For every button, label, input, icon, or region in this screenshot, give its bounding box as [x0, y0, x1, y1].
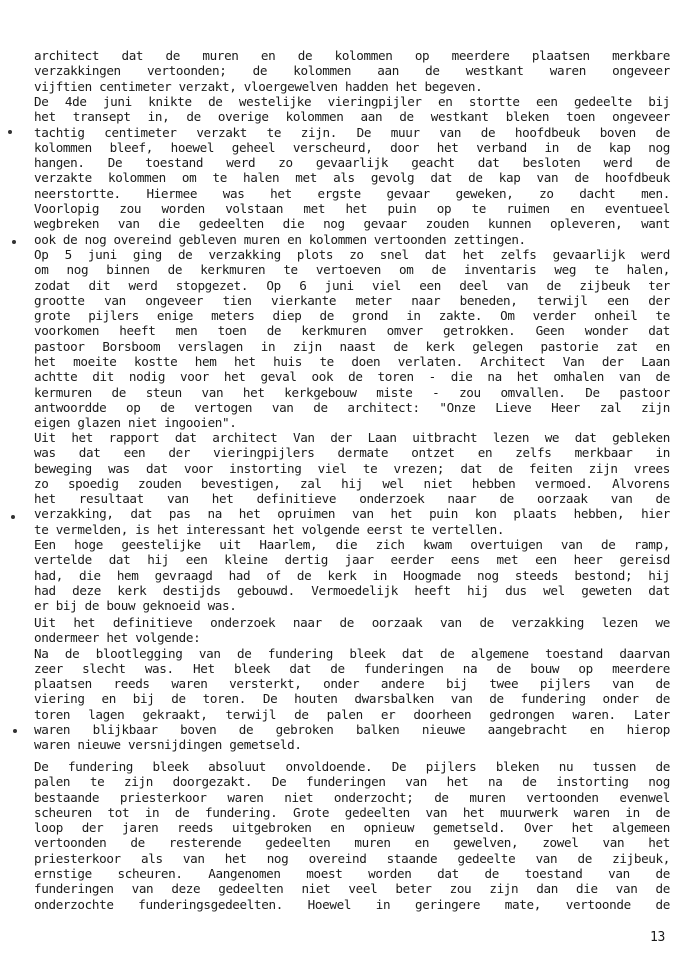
text-line: zeer slecht was. Het bleek dat de funderingen na de bouw op meerdere — [34, 660, 670, 676]
text-line: viering en bij de toren. De houten dwarsbalken van de fundering onder de — [34, 691, 670, 707]
margin-dot-1 — [8, 130, 12, 134]
text-line: had deze kerk destijds gebouwd. Vermoedelijk heeft hij dus wel geweten dat — [34, 582, 670, 598]
paragraph-6 — [34, 615, 670, 753]
text-line: vertelde dat hij een kleine dertig jaar eerder eens met een heer gereisd — [34, 552, 670, 568]
text-line: grootte van ongeveer tien vierkante meter naar beneden, terwijl een der — [34, 292, 670, 308]
text-line: vertoonden de resterende gedeelten muren en gewelven, zowel van het — [34, 835, 670, 851]
text-line: verzakkingen vertoonden; de kolommen aan de westkant waren ongeveer — [34, 63, 670, 79]
text-line: vijftien centimeter verzakt, vloergewelven hadden het begeven. — [34, 78, 483, 94]
text-line: hangen. De toestand werd zo gevaarlijk geacht dat besloten werd de — [34, 155, 670, 171]
text-line: pastoor Borsboom verslagen in zijn naast de kerk gelegen pastorie zat en — [34, 338, 670, 354]
text-line: ernstige scheuren. Aangenomen moest worden dat de toestand van de — [34, 866, 670, 882]
paragraph-5 — [34, 537, 670, 613]
text-line: ook de nog overeind gebleven muren en kolommen vertoonden zettingen. — [34, 231, 526, 247]
text-line: het moeite kostte hem het huis te doen verlaten. Architect Van der Laan — [34, 354, 670, 370]
text-line: bestaande priesterkoor waren niet onderzocht; de muren vertoonden evenwel — [34, 789, 670, 805]
text-line: er bij de bouw geknoeid was. — [34, 598, 237, 614]
text-line: zodat dit werd stopgezet. Op 6 juni viel een deel van de zijbeuk ter — [34, 277, 670, 293]
text-line: het transept in, de overige kolommen aan de westkant bleken toen ongeveer — [34, 109, 670, 125]
text-line: neerstortte. Hiermee was het ergste gevaar geweken, zo dacht men. — [34, 185, 670, 201]
text-line: verzakking, dat pas na het opruimen van het puin kon plaats hebben, hier — [34, 506, 670, 522]
text-line: antwoordde op de vertogen van de architect: "Onze Lieve Heer zal zijn — [34, 399, 670, 415]
text-line: kolommen bleef, hoewel geheel verscheurd, door het verband in de kap nog — [34, 139, 670, 155]
paragraph-1 — [34, 48, 670, 94]
text-line: het resultaat van het definitieve onderzoek naar de oorzaak van de — [34, 491, 670, 507]
text-line: grote pijlers enige meters diep de grond in zakte. Om verder onheil te — [34, 308, 670, 324]
text-line: architect dat de muren en de kolommen op meerdere plaatsen merkbare — [34, 48, 670, 63]
text-line: ondermeer het volgende: — [34, 630, 201, 646]
text-line: Na de blootlegging van de fundering bleek dat de algemene toestand daarvan — [34, 645, 670, 661]
text-line: scheuren tot in de fundering. Grote gedeelten van het muurwerk waren in de — [34, 804, 670, 820]
text-line: zo spoedig zouden bevestigen, zal hij wel niet hebben vermoed. Alvorens — [34, 475, 670, 491]
paragraph-3 — [34, 247, 670, 431]
text-line: wegbreken van die gedeelten die nog gevaar zouden kunnen opleveren, want — [34, 216, 670, 232]
text-line: loop der jaren reeds uitgebroken en opnieuw gemetseld. Over het algemeen — [34, 820, 670, 836]
text-line: plaatsen reeds waren versterkt, onder andere bij twee pijlers van de — [34, 676, 670, 692]
margin-dot-4 — [13, 729, 17, 733]
text-line: was dat een der vieringpijlers dermate ontzet en zelfs merkbaar in — [34, 445, 670, 461]
text-line: waren nieuwe versnijdingen gemetseld. — [34, 737, 302, 753]
text-line: verzakte kolommen om te halen met als gevolg dat de kap van de hoofdbeuk — [34, 170, 670, 186]
text-line: onderzochte funderingsgedeelten. Hoewel in geringere mate, vertoonde de — [34, 896, 670, 912]
margin-dot-3 — [11, 515, 15, 519]
text-line: voorkomen heeft men toen de kerkmuren omver getrokken. Geen wonder dat — [34, 323, 670, 339]
text-line: Een hoge geestelijke uit Haarlem, die zich kwam overtuigen van de ramp, — [34, 537, 670, 552]
paragraph-2 — [34, 94, 670, 247]
text-line: De 4de juni knikte de westelijke vieringpijler en stortte een gedeelte bij — [34, 94, 670, 109]
paragraph-7 — [34, 759, 670, 912]
text-line: toren lagen gekraakt, terwijl de palen er doorheen gedrongen waren. Later — [34, 706, 670, 722]
text-line: priesterkoor als van het nog overeind staande gedeelte van de zijbeuk, — [34, 850, 670, 866]
text-line: beweging was dat voor instorting viel te vrezen; dat de feiten zijn vrees — [34, 460, 670, 476]
text-line: achtte dit nodig voor het geval ook de toren - die na het omhalen van de — [34, 369, 670, 385]
text-line: Uit het rapport dat architect Van der Laan uitbracht lezen we dat gebleken — [34, 430, 670, 445]
margin-dot-2 — [12, 240, 16, 244]
text-line: Op 5 juni ging de verzakking plots zo snel dat het zelfs gevaarlijk werd — [34, 247, 670, 262]
paragraph-4 — [34, 430, 670, 537]
text-line: Voorlopig zou worden volstaan met het puin op te ruimen en eventueel — [34, 201, 670, 217]
text-line: tachtig centimeter verzakt te zijn. De muur van de hoofdbeuk boven de — [34, 124, 670, 140]
text-line: eigen glazen niet ingooien". — [34, 415, 237, 431]
text-line: funderingen van deze gedeelten niet veel beter zou zijn dan die van de — [34, 881, 670, 897]
text-line: kermuren de steun van het kerkgebouw miste - zou omvallen. De pastoor — [34, 384, 670, 400]
text-line: palen te zijn doorgezakt. De funderingen van het na de instorting nog — [34, 774, 670, 790]
page-number: 13 — [650, 930, 666, 945]
text-line: De fundering bleek absoluut onvoldoende. De pijlers bleken nu tussen de — [34, 759, 670, 774]
text-line: om nog binnen de kerkmuren te vertoeven om de inventaris weg te halen, — [34, 262, 670, 278]
text-line: waren blijkbaar boven de gebroken balken nieuwe aangebracht en hierop — [34, 722, 670, 738]
text-line: had, die hem gevraagd had of de kerk in Hoogmade nog steeds bestond; hij — [34, 567, 670, 583]
text-line: Uit het definitieve onderzoek naar de oorzaak van de verzakking lezen we — [34, 615, 670, 630]
text-line: te vermelden, is het interessant het volgende eerst te vertellen. — [34, 521, 505, 537]
